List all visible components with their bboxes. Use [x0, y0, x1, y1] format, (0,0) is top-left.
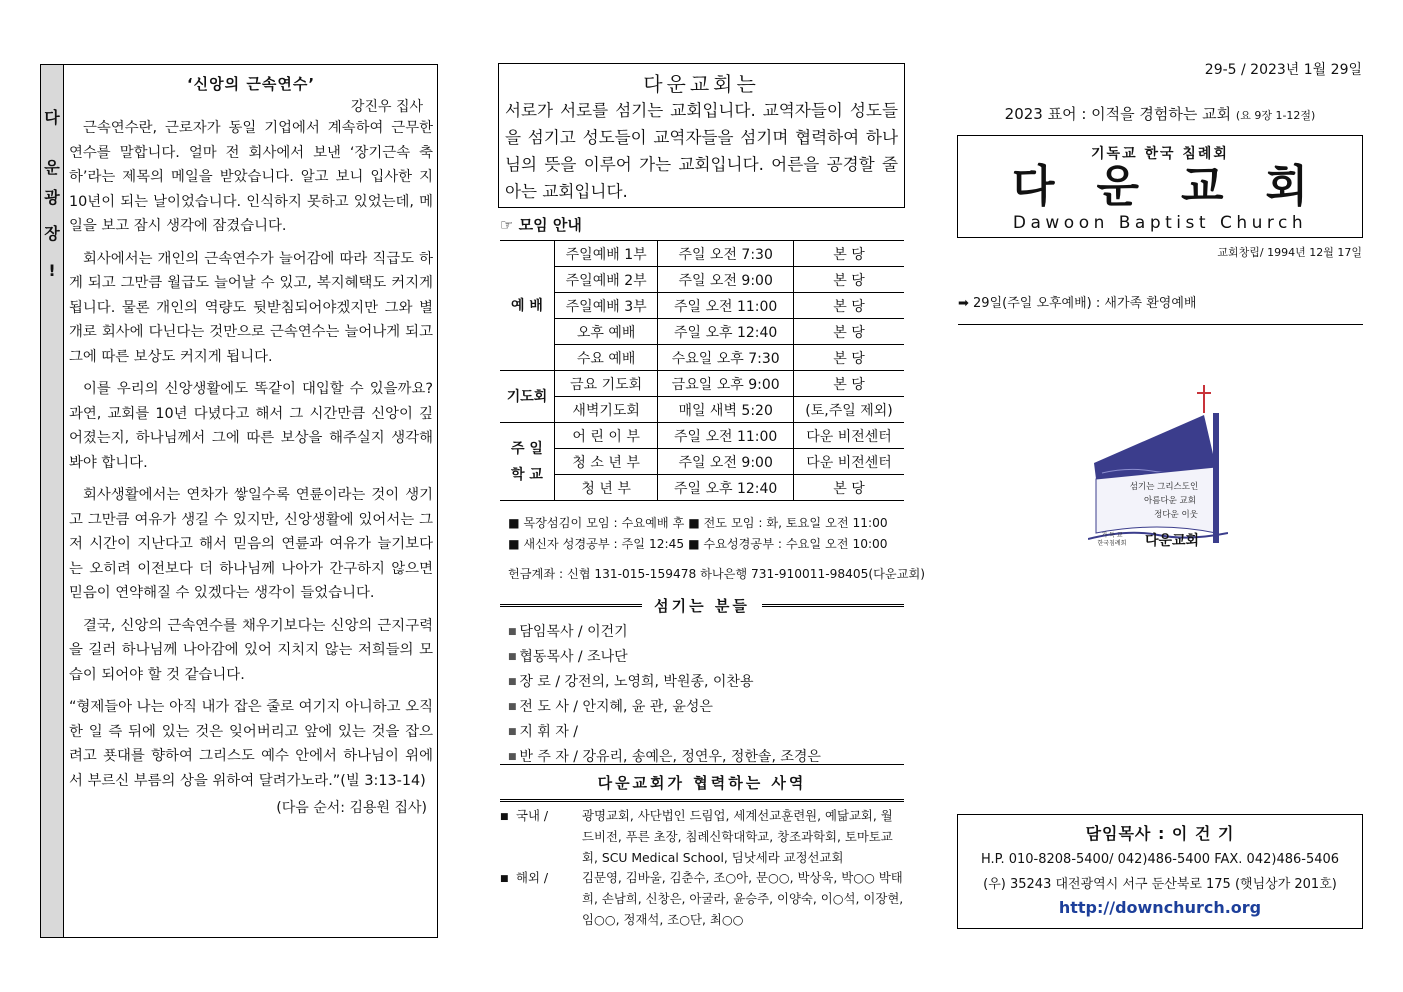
- offering-account: 헌금계좌 : 신협 131-015-159478 하나은행 731-910011-98405(다운교회): [508, 567, 926, 581]
- double-rule: [500, 799, 904, 802]
- meeting-name: 주일예배 1부: [555, 241, 658, 267]
- motto-reference: (요 9장 1-12절): [1235, 109, 1316, 122]
- meeting-row: [500, 449, 904, 475]
- meeting-row: [500, 371, 904, 397]
- meeting-place: 다운 비전센터: [794, 423, 904, 449]
- server-item: ■ 담임목사 / 이건기: [508, 620, 821, 645]
- meeting-place: 본 당: [794, 371, 904, 397]
- meeting-row: [500, 241, 904, 267]
- denomination: 기독교 한국 침례회: [1091, 146, 1229, 162]
- divider: [958, 324, 1363, 325]
- essay-paragraph: 회사생활에서는 연차가 쌓일수록 연륜이라는 것이 생기고 그만큼 여유가 생길 수 있지만, 신앙생활에 있어서는 그저 시간이 지난다고 해서 믿음의 연륜과 여유가 늘기보다는 오히려 이전보다 더 하나님께 나아가 간구하지 않으면 믿음이 연약해질 수 있겠다는 생각이 들었습니다.: [69, 487, 433, 601]
- year-motto: [958, 103, 1362, 124]
- church-name: 다운교회: [1011, 161, 1350, 212]
- partners-heading: 다운교회가 협력하는 사역: [597, 774, 807, 792]
- meeting-place: 본 당: [794, 345, 904, 371]
- servers-heading-text: 섬기는 분들: [654, 597, 750, 615]
- church-website-link[interactable]: http://downchurch.org: [1058, 898, 1262, 917]
- side-char: 광: [44, 188, 60, 207]
- meeting-name: 주일예배 2부: [555, 267, 658, 293]
- server-item: ■ 전 도 사 / 안지혜, 윤 관, 윤성은: [508, 695, 821, 720]
- pastor-phone: H.P. 010-8208-5400/ 042)486-5400 FAX. 042)486-5406: [980, 852, 1340, 867]
- partners-domestic: [500, 806, 904, 868]
- logo-slogan: 아름다운 교회: [1144, 496, 1196, 506]
- church-name-english: Dawoon Baptist Church: [1012, 213, 1308, 233]
- meeting-time: 주일 오후 12:40: [658, 319, 794, 345]
- meeting-place: (토,주일 제외): [794, 397, 904, 423]
- meeting-time: 주일 오전 11:00: [658, 423, 794, 449]
- meeting-row: [500, 319, 904, 345]
- meeting-note: ■ 새신자 성경공부 : 주일 12:45 ■ 수요성경공부 : 수요일 오전 10:00: [508, 537, 888, 551]
- logo-church-name: 다운교회: [1144, 533, 1200, 549]
- pastor-contact-box: [957, 814, 1363, 929]
- essay-content: [69, 73, 433, 817]
- meeting-time: 금요일 오후 9:00: [658, 371, 794, 397]
- meeting-time: 주일 오전 9:00: [658, 449, 794, 475]
- essay-author: 강진우 집사: [350, 99, 423, 115]
- meeting-place: 본 당: [794, 293, 904, 319]
- divider: [500, 764, 904, 765]
- server-item: ■ 반 주 자 / 강유리, 송예은, 정연우, 정한솔, 조경은: [508, 745, 821, 770]
- logo-slogan: 정다운 이웃: [1154, 510, 1198, 520]
- partners-overseas-label: 해외 /: [516, 870, 549, 886]
- partners-domestic-label: 국내 /: [516, 808, 549, 823]
- side-char: 운: [44, 158, 60, 177]
- partners-overseas-text: 김문영, 김바울, 김춘수, 조○아, 문○○, 박상욱, 박○○ 박태희, 손남희, 신창은, 아굴라, 윤승주, 이양숙, 이○석, 이장현, 임○○, 정재석, 조○단, 최○○: [582, 870, 904, 927]
- issue-date: 29-5 / 2023년 1월 29일: [1204, 62, 1362, 78]
- logo-denomination: 기 독 교: [1101, 532, 1123, 539]
- meeting-time: 매일 새벽 5:20: [658, 397, 794, 423]
- essay-paragraph: 회사에서는 개인의 근속연수가 늘어감에 따라 직급도 하게 되고 그만큼 월급도 늘어날 수 있고, 복지혜택도 커지게 됩니다. 물론 개인의 역량도 뒷받침되어야겠지만 그와 별개로 회사에 다닌다는 것만으로 근속연수는 늘어나게 되고 그에 따른 보상도 커지게 됩니다.: [69, 250, 433, 365]
- meeting-category: 기도회: [500, 371, 555, 423]
- server-item: ■ 장 로 / 강전의, 노영희, 박원종, 이찬용: [508, 670, 821, 695]
- double-rule: [762, 604, 904, 607]
- church-name-box: [957, 135, 1363, 238]
- intro-text: 서로가 서로를 섬기는 교회입니다. 교역자들이 성도들을 섬기고 성도들이 교역자들을 섬기며 협력하여 하나님의 뜻을 이루어 가는 교회입니다. 어른을 공경할 줄 아는 교회입니다.: [505, 101, 898, 201]
- meeting-time: 주일 오전 7:30: [658, 241, 794, 267]
- meetings-table: [500, 240, 904, 501]
- meeting-name: 새벽기도회: [555, 397, 658, 423]
- meeting-name: 청 년 부: [555, 475, 658, 501]
- essay-box: [40, 64, 438, 938]
- partners-list: [500, 806, 904, 931]
- meeting-name: 금요 기도회: [555, 371, 658, 397]
- meeting-row: [500, 423, 904, 449]
- meeting-time: 주일 오후 12:40: [658, 475, 794, 501]
- logo-denomination: 한국침례회: [1097, 540, 1127, 547]
- meeting-time: 수요일 오후 7:30: [658, 345, 794, 371]
- intro-title: 다운교회는: [643, 72, 760, 96]
- meeting-time: 주일 오전 9:00: [658, 267, 794, 293]
- bullet-icon: ■: [500, 874, 509, 885]
- essay-paragraph: 이를 우리의 신앙생활에도 똑같이 대입할 수 있을까요? 과연, 교회를 10년 다녔다고 해서 그 시간만큼 신앙이 깊어졌는지, 하나님께서 그에 따른 보상을 해주실지 생각해봐야 합니다.: [69, 381, 433, 471]
- bullet-icon: ■: [500, 812, 509, 822]
- meeting-place: 본 당: [794, 319, 904, 345]
- servers-list: [508, 620, 821, 770]
- church-intro-box: [498, 63, 905, 208]
- meeting-place: 본 당: [794, 241, 904, 267]
- meeting-place: 다운 비전센터: [794, 449, 904, 475]
- meeting-notes: [508, 513, 888, 555]
- meeting-name: 주일예배 3부: [555, 293, 658, 319]
- essay-side-label: [41, 65, 64, 937]
- meeting-place: 본 당: [794, 267, 904, 293]
- double-rule: [500, 604, 642, 607]
- meeting-category: 예 배: [500, 241, 555, 371]
- meeting-place: 본 당: [794, 475, 904, 501]
- essay-paragraph: 결국, 신앙의 근속연수를 채우기보다는 신앙의 근지구력을 길러 하나님께 나아감에 있어 지치지 않는 저희들의 모습이 되어야 할 것 같습니다.: [69, 617, 433, 683]
- server-item: ■ 지 휘 자 /: [508, 720, 821, 745]
- partners-domestic-text: 광명교회, 사단법인 드림업, 세계선교훈련원, 예닮교회, 월드비전, 푸른 초장, 침례신학대학교, 창조과학회, 토마토교회, SCU Medical School, 딤낫세라 교정선교회: [582, 808, 893, 865]
- church-address: (우) 35243 대전광역시 서구 둔산북로 175 (햇님상가 201호): [983, 877, 1337, 892]
- meeting-category: 주 일 학 교: [500, 423, 555, 501]
- server-item: ■ 협동목사 / 조나단: [508, 645, 821, 670]
- founding-date: 교회창립/ 1994년 12월 17일: [1217, 246, 1362, 259]
- essay-paragraph: 근속연수란, 근로자가 동일 기업에서 계속하여 근무한 연수를 말합니다. 얼마 전 회사에서 보낸 ‘장기근속 축하’라는 제목의 메일을 받았습니다. 알고 보니 입사한 지 10년이 되는 날이었습니다. 인식하지 못하고 있었는데, 메일을 보고 잠시 생각에 잠겼습니다.: [69, 120, 433, 234]
- essay-scripture-quote: “형제들아 나는 아직 내가 잡은 줄로 여기지 아니하고 오직 한 일 즉 뒤에 있는 것은 잊어버리고 앞에 있는 것을 잡으려고 푯대를 향하여 그리스도 예수 안에서 하나님이 위에서 부르신 부름의 상을 위하여 달려가노라.”(빌 3:13-14): [69, 699, 433, 789]
- meeting-row: [500, 267, 904, 293]
- essay-next-writer: (다음 순서: 김용원 집사): [276, 800, 427, 816]
- schedule-notice: ➡ 29일(주일 오후예배) : 새가족 환영예배: [958, 296, 1197, 311]
- side-char: !: [48, 261, 56, 280]
- meeting-time: 주일 오전 11:00: [658, 293, 794, 319]
- meeting-note: ■ 목장섬김이 모임 : 수요예배 후 ■ 전도 모임 : 화, 토요일 오전 11:00: [508, 516, 888, 530]
- meeting-row: [500, 475, 904, 501]
- essay-title: ‘신앙의 근속연수’: [186, 75, 316, 93]
- meeting-name: 청 소 년 부: [555, 449, 658, 475]
- meeting-name: 어 린 이 부: [555, 423, 658, 449]
- partners-overseas: [500, 868, 904, 930]
- meeting-name: 수요 예배: [555, 345, 658, 371]
- servers-heading: [500, 595, 904, 616]
- church-logo: [1088, 383, 1228, 553]
- meeting-name: 오후 예배: [555, 319, 658, 345]
- logo-slogan: 섬기는 그리스도인: [1129, 482, 1199, 492]
- side-char: 다: [44, 108, 60, 127]
- meeting-row: [500, 293, 904, 319]
- motto-text: 2023 표어 : 이적을 경험하는 교회: [1004, 105, 1232, 123]
- pastor-title: 담임목사 : 이 건 기: [1085, 824, 1235, 843]
- meetings-heading: ☞ 모임 안내: [500, 216, 582, 234]
- meeting-row: [500, 397, 904, 423]
- side-char: 장: [44, 224, 60, 243]
- meeting-row: [500, 345, 904, 371]
